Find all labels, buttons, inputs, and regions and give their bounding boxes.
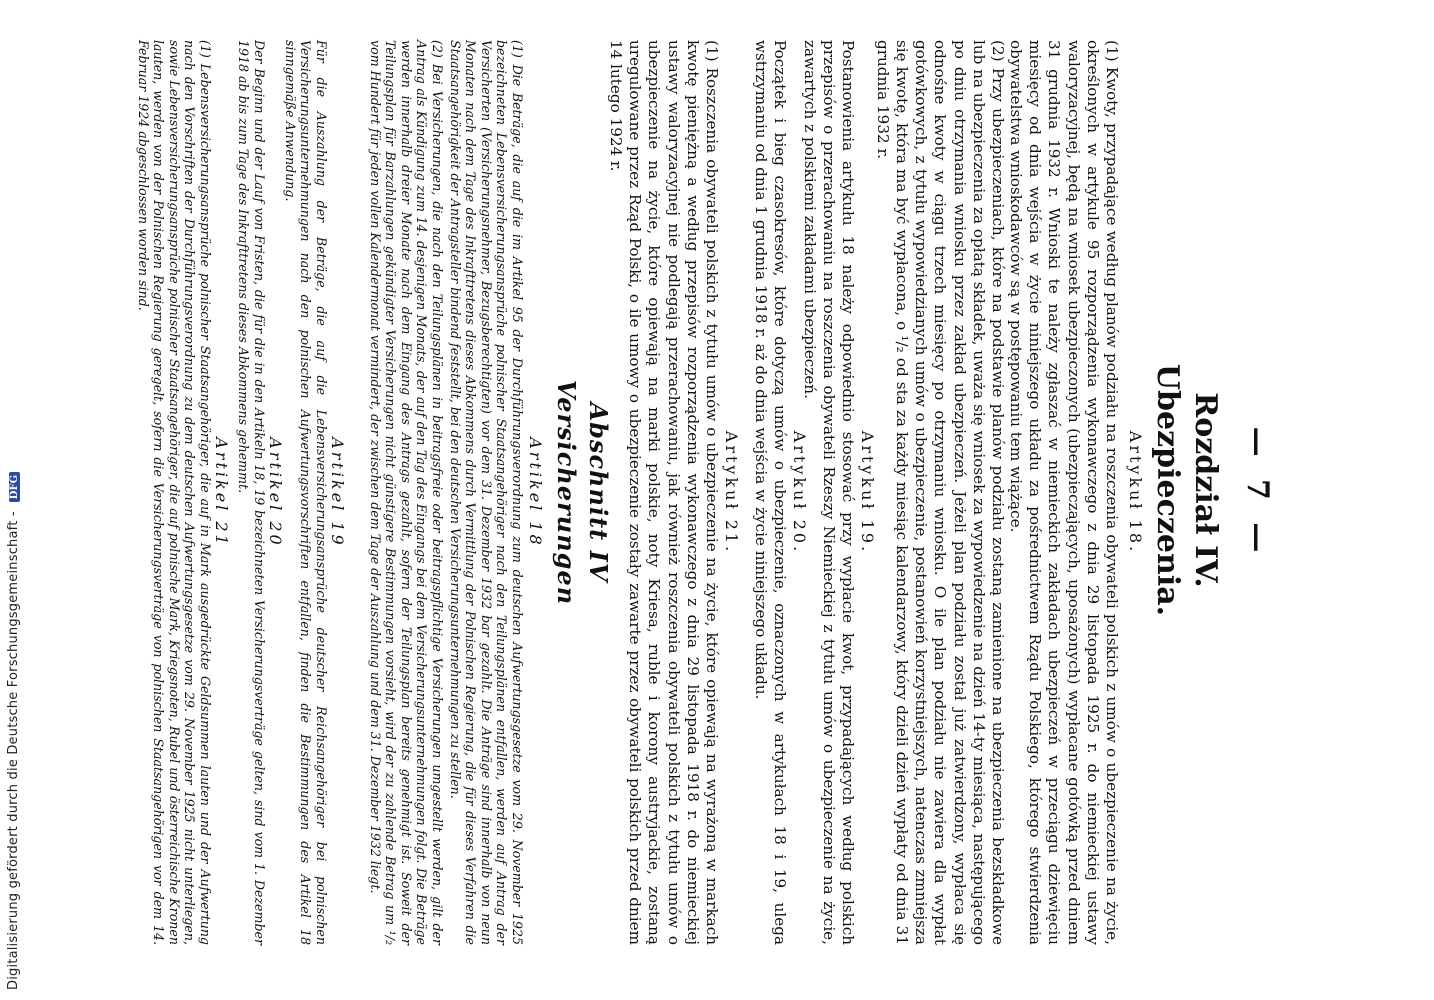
german-section-heading: Versicherungen — [552, 379, 581, 606]
polish-section-heading: Ubezpieczenia. — [1150, 363, 1185, 617]
german-art21-title: Artikel 21 — [212, 437, 231, 548]
polish-art18-p2: (2) Przy ubezpieczeniach, które na podstawie planów podziału zostaną zamienione na ubezpieczenia bezskładkowe lub na ubezpieczenia za opłatą składek, uważa się wniosek za wypowiedzenie na dzień 14-ty miesiąca, następującego po dniu otrzymania wniosku przez zakład ubezpieczeń. Jeżeli plan podziału został już zatwierdzony, wypłaca się odnośne kwoty w ciągu trzech miesięcy po otrzymaniu wniosku. O ile plan podziału nie zawiera dla wypłat gotówkowych, z tytułu wypowiedzianych umów o ubezpieczenie, postanowień korzystniejszych, natenczas zmniejsza się kwotę, która ma być wypłacona, o ¹/₂ od sta za każdy miesiąc kalendarzowy, który dzieli dzień wypłaty od dnia 31 grudnia 1932 r. — [873, 40, 1007, 950]
german-art19-p1: Für die Auszahlung der Beträge, die auf die Lebensversicherungsansprüche deutscher Reichsangehöriger bei polnischen Versicherungsunternehmungen nach den polnischen Aufwertungsvorschriften entfallen, finden die Bestimmungen des Artikel 18 sinngemäße Anwendung. — [282, 40, 329, 950]
german-art18-p1: (1) Die Beträge, die auf die im Artikel 95 der Durchführungsverordnung zum deutschen Aufwertungsgesetze vom 29. November 1925 bezeichneten Lebensversicherungsansprüche polnischer Staatsangehöriger nach den Teilungsplänen entfallen, werden auf Antrag der Versicherten (Versicherungsnehmer, Bezugsberechtigten) vor dem 31. Dezember 1932 bar gezahlt. Die Anträge sind innerhalb von neun Monaten nach dem Tage des Inkrafttretens dieses Abkommens durch Vermittlung der Polnischen Regierung, die für dieses Verfahren die Staatsangehörigkeit der Antragsteller bindend feststellt, bei den deutschen Versicherungsunternehmungen zu stellen. — [447, 40, 525, 950]
dfg-logo: DFG — [9, 472, 20, 502]
digitization-footer — [2, 10, 21, 990]
polish-art20-p1: Początek i bieg czasokresów, które dotyczą umów o ubezpieczenie, oznaczonych w artykułach 18 i 19, ulega wstrzymaniu od dnia 1 grudnia 1918 r. aż do dnia wejścia w życie niniejszego układu. — [751, 40, 789, 950]
german-art19-title: Artikel 19 — [328, 437, 347, 548]
polish-art18-p1: (1) Kwoty, przypadające według planów podziału na roszczenia obywateli polskich z umów o ubezpieczenie na życie, określonych w artykule 95 rozporządzenia wykonawczego z dnia 29 listopada 1925 r. do niemieckiej ustawy waloryzacyjnej, będą na wniosek ubezpieczonych (ubezpieczających, uposażonych) wypłacane gotówką przed dniem 31 grudnia 1932 r. Wnioski te należy zgłaszać w niemieckich zakładach ubezpieczeń w przeciągu dziewięciu miesięcy od dnia wejścia w życie niniejszego układu za pośrednictwem Rządu Polskiego, którego stwierdzenia obywatelstwa wnioskodawców są w postępowaniu tem wiążące. — [1006, 40, 1121, 950]
german-art20-p1: Der Beginn und der Lauf von Fristen, die für die in den Artikeln 18, 19 bezeichneten Versicherungsverträge gelten, sind vom 1. Dezember 1918 ab bis zum Tage des Inkrafttretens dieses Abkommens gehemmt. — [236, 40, 267, 950]
polish-art21-p1: (1) Roszczenia obywateli polskich z tytułu umów o ubezpieczenie na życie, które opiewają na wyrażoną w markach kwotę pieniężną a według przepisów rozporządzenia wykonawczego z dnia 29 listopada 1918 r. do niemieckiej ustawy waloryzacyjnej nie podlegają przerachowaniu, jak również roszczenia obywateli polskich z tytułu umów o ubezpieczenie na życie, które opiewają na marki polskie, noty Kriesa, ruble i korony austryjackie, zostaną uregulowane przez Rząd Polski, o ile umowy o ubezpieczenie zostały zawarte przez obywateli polskich przed dniem 14 lutego 1924 r. — [606, 40, 721, 950]
german-art18-title: Artikel 18 — [526, 437, 545, 548]
polish-art19-title: Artykuł 19. — [858, 430, 877, 555]
footer-note: Digitalisierung gefördert durch die Deutsche Forschungsgemeinschaft - — [6, 511, 21, 990]
page-number: — 7 — — [1240, 426, 1275, 559]
polish-art18-title: Artykuł 18. — [1126, 430, 1145, 555]
polish-art20-title: Artykuł 20. — [790, 430, 809, 555]
polish-chapter-heading: Rozdział IV. — [1188, 392, 1223, 588]
polish-art21-title: Artykuł 21. — [722, 430, 741, 555]
scanned-page — [135, 10, 1289, 975]
polish-art19-p1: Postanowienia artykułu 18 należy odpowiednio stosować przy wypłacie kwot, przypadających według polskich przepisów o przerachowaniu na roszczenia obywateli Rzeszy Niemieckiej z tytułu umów o ubezpieczenie na życie, zawartych z polskiemi zakładami ubezpieczeń. — [800, 40, 857, 950]
german-art20-title: Artikel 20 — [266, 437, 285, 548]
german-chapter-heading: Abschnitt IV — [584, 402, 613, 583]
german-art18-p2: (2) Bei Versicherungen, die nach den Teilungsplänen in beitragsfreie oder beitragspflichtige Versicherungen umgestellt werden, gilt der Antrag als Kündigung zum 14. desjenigen Monats, der auf den Tag des Eingangs bei dem Versicherungsunternehmungen folgt. Die Beträge werden innerhalb dreier Monate nach dem Eingang des Antrags gezahlt, sofern der Teilungsplan bereits genehmigt ist. Soweit der Teilungsplan für Barzahlungen gekündigter Versicherungen nicht günstigere Bestimmungen vorsieht, wird der zu zahlende Betrag um ¹/₂ vom Hundert für jeden vollen Kalendermonat vermindert, der zwischen dem Tage der Auszahlung und dem 31. Dezember 1932 liegt. — [367, 40, 445, 950]
german-art21-p1: (1) Lebensversicherungsansprüche polnischer Staatsangehöriger, die auf in Mark ausgedrückte Geldsummen lauten und der Aufwertung nach den Vorschriften der Durchführungsverordnung zu dem deutschen Aufwertungsgesetze vom 29. November 1925 nicht unterliegen, sowie Lebensversicherungsansprüche polnischer Staatsangehöriger, die auf polnische Mark, Kriegsnoten, Rubel und österreichische Kronen lauten, werden von der Polnischen Regierung geregelt, sofern die Versicherungsverträge von polnischen Staatsangehörigen vor dem 14. Februar 1924 abgeschlossen worden sind. — [135, 40, 213, 950]
